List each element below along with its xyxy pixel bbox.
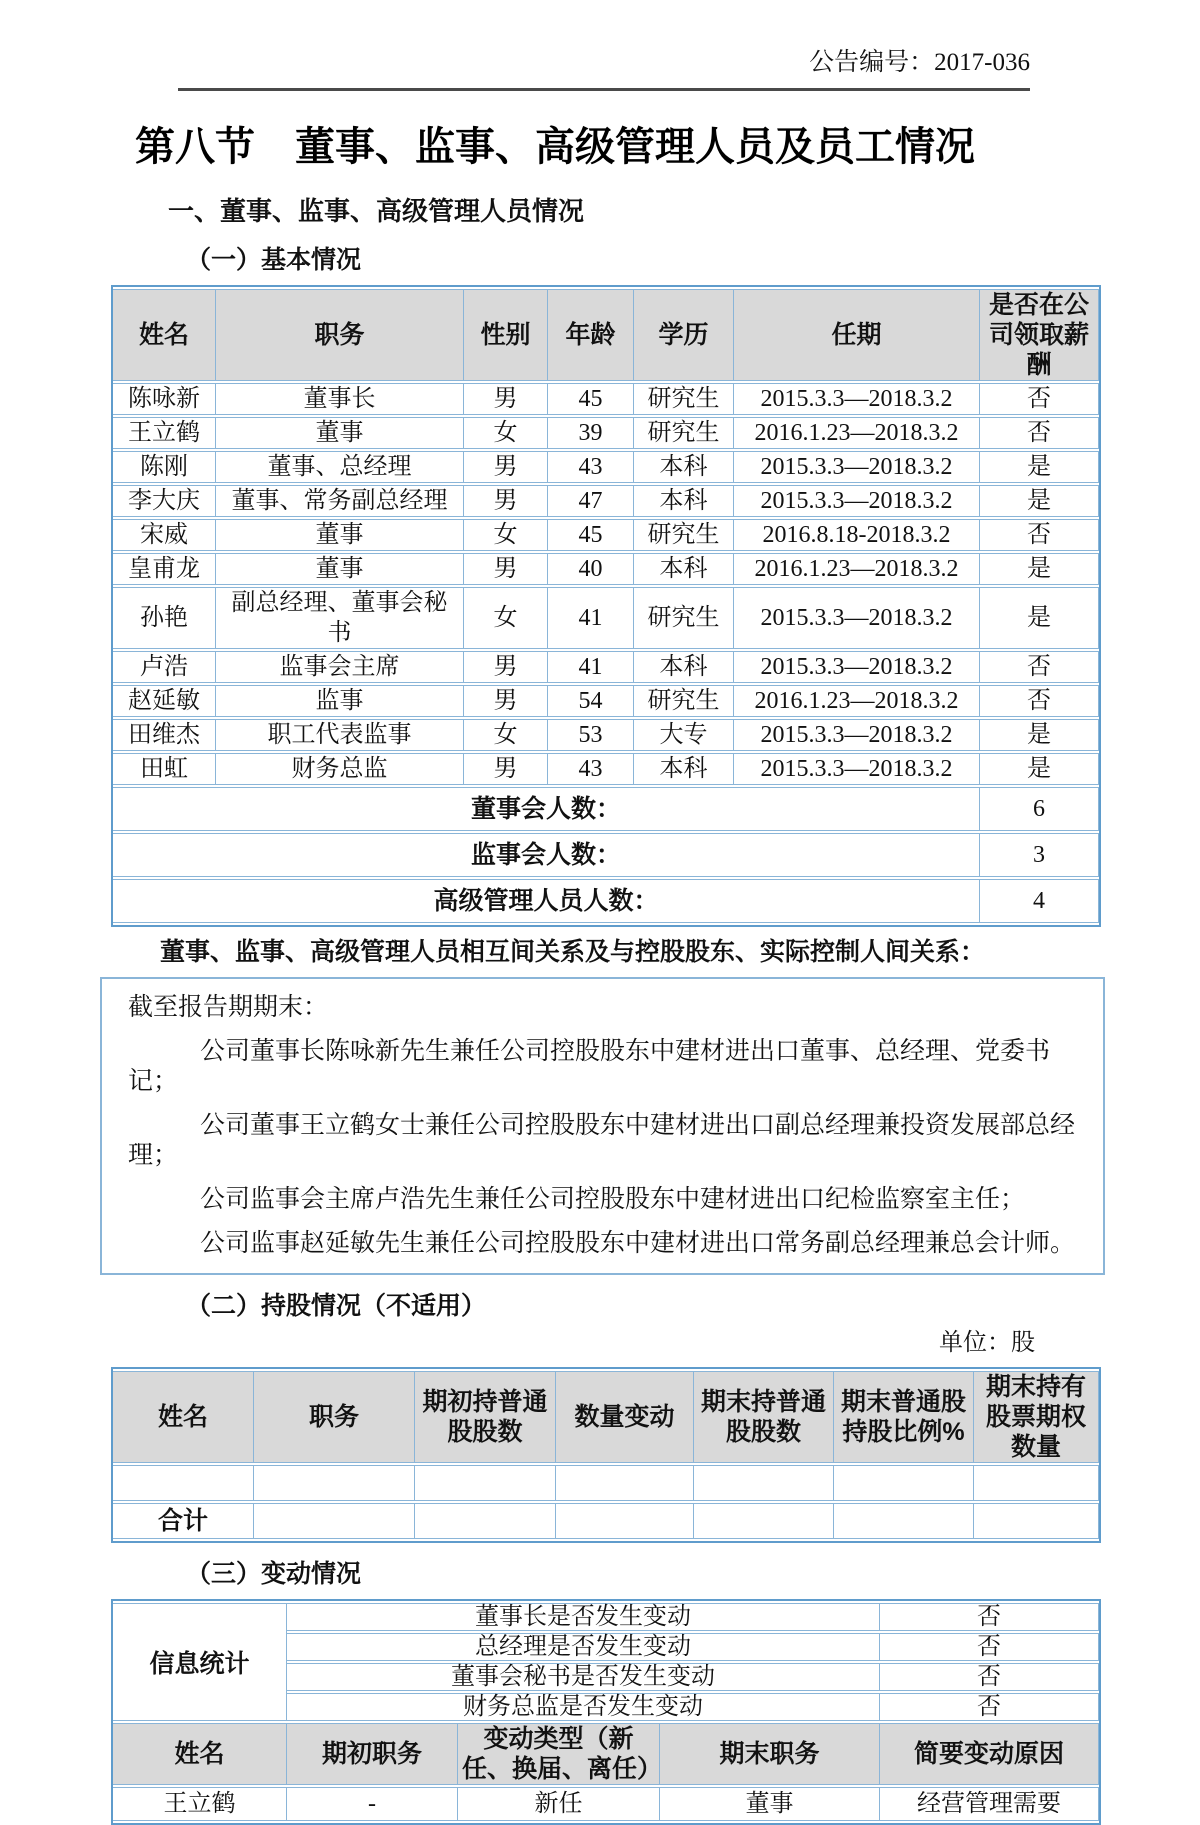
cell-age: 43 <box>548 451 634 483</box>
cell-name: 皇甫龙 <box>113 553 216 585</box>
total-label: 合计 <box>113 1503 254 1539</box>
empty-cell <box>254 1503 415 1539</box>
stat-question: 总经理是否发生变动 <box>287 1633 880 1661</box>
col-header-options: 期末持有股票期权数量 <box>974 1371 1099 1463</box>
empty-cell <box>556 1503 694 1539</box>
cell-age: 40 <box>548 553 634 585</box>
cell-paid: 是 <box>980 719 1099 751</box>
col-header-change-type: 变动类型（新任、换届、离任） <box>458 1723 660 1785</box>
empty-cell <box>415 1465 556 1501</box>
page-title: 第八节 董事、监事、高级管理人员及员工情况 <box>135 125 975 169</box>
cell-term: 2016.1.23—2018.3.2 <box>734 417 980 449</box>
relationship-box <box>100 977 1105 1275</box>
empty-cell <box>694 1465 834 1501</box>
col-header-education: 学历 <box>634 289 734 381</box>
stat-answer: 否 <box>880 1603 1099 1631</box>
cell-age: 45 <box>548 383 634 415</box>
relationship-paragraph: 截至报告期期末： <box>128 994 329 1021</box>
stat-question: 董事会秘书是否发生变动 <box>287 1663 880 1691</box>
empty-cell <box>834 1465 974 1501</box>
stat-question: 董事长是否发生变动 <box>287 1603 880 1631</box>
table-row <box>113 519 1099 551</box>
cell-position: 董事 <box>216 553 464 585</box>
table-row <box>113 651 1099 683</box>
cell-position: 董事、常务副总经理 <box>216 485 464 517</box>
basic-header-row <box>113 289 1099 381</box>
subsection-heading-basic: （一）基本情况 <box>186 246 362 274</box>
cell-term: 2015.3.3—2018.3.2 <box>734 651 980 683</box>
holding-table <box>111 1367 1101 1543</box>
table-row <box>113 451 1099 483</box>
cell-term: 2016.1.23—2018.3.2 <box>734 553 980 585</box>
table-row <box>113 719 1099 751</box>
stat-question: 财务总监是否发生变动 <box>287 1693 880 1721</box>
cell-gender: 男 <box>464 753 548 785</box>
col-header-paid: 是否在公司领取薪酬 <box>980 289 1099 381</box>
subsection-heading-holding: （二）持股情况（不适用） <box>186 1292 487 1320</box>
cell-change-type: 新任 <box>458 1787 660 1821</box>
cell-term: 2015.3.3—2018.3.2 <box>734 383 980 415</box>
cell-age: 41 <box>548 587 634 649</box>
table-row <box>113 553 1099 585</box>
col-header-name: 姓名 <box>113 289 216 381</box>
cell-gender: 男 <box>464 485 548 517</box>
col-header-term: 任期 <box>734 289 980 381</box>
cell-name: 王立鹤 <box>113 1787 287 1821</box>
cell-term: 2015.3.3—2018.3.2 <box>734 587 980 649</box>
cell-position: 副总经理、董事会秘书 <box>216 587 464 649</box>
col-header-closing-shares: 期末持普通股股数 <box>694 1371 834 1463</box>
cell-age: 39 <box>548 417 634 449</box>
summary-value: 6 <box>980 787 1099 831</box>
cell-name: 田虹 <box>113 753 216 785</box>
cell-paid: 否 <box>980 685 1099 717</box>
cell-education: 研究生 <box>634 685 734 717</box>
cell-reason: 经营管理需要 <box>880 1787 1099 1821</box>
cell-gender: 男 <box>464 651 548 683</box>
col-header-closing-position: 期末职务 <box>660 1723 880 1785</box>
unit-label: 单位：股 <box>939 1330 1035 1356</box>
cell-position: 董事、总经理 <box>216 451 464 483</box>
cell-paid: 否 <box>980 383 1099 415</box>
stat-answer: 否 <box>880 1633 1099 1661</box>
stat-answer: 否 <box>880 1693 1099 1721</box>
cell-position: 董事长 <box>216 383 464 415</box>
relationship-paragraph: 公司董事长陈咏新先生兼任公司控股股东中建材进出口董事、总经理、党委书记； <box>128 1038 1051 1095</box>
cell-gender: 女 <box>464 719 548 751</box>
cell-education: 本科 <box>634 553 734 585</box>
cell-name: 陈咏新 <box>113 383 216 415</box>
table-row <box>113 383 1099 415</box>
col-header-position: 职务 <box>254 1371 415 1463</box>
cell-position: 职工代表监事 <box>216 719 464 751</box>
cell-education: 研究生 <box>634 417 734 449</box>
cell-education: 本科 <box>634 451 734 483</box>
cell-gender: 男 <box>464 451 548 483</box>
summary-label: 高级管理人员人数： <box>113 879 980 923</box>
empty-cell <box>974 1465 1099 1501</box>
stat-answer: 否 <box>880 1663 1099 1691</box>
summary-row-board-count <box>113 787 1099 831</box>
empty-cell <box>254 1465 415 1501</box>
cell-closing-position: 董事 <box>660 1787 880 1821</box>
cell-name: 王立鹤 <box>113 417 216 449</box>
cell-paid: 是 <box>980 753 1099 785</box>
cell-gender: 女 <box>464 417 548 449</box>
summary-row-supervisor-count <box>113 833 1099 877</box>
empty-cell <box>694 1503 834 1539</box>
relationship-paragraph: 公司监事会主席卢浩先生兼任公司控股股东中建材进出口纪检监察室主任； <box>200 1186 1026 1213</box>
cell-education: 大专 <box>634 719 734 751</box>
summary-row-senior-mgmt-count <box>113 879 1099 923</box>
cell-position: 财务总监 <box>216 753 464 785</box>
cell-education: 本科 <box>634 651 734 683</box>
stat-group-label: 信息统计 <box>113 1603 287 1721</box>
cell-position: 董事 <box>216 519 464 551</box>
header-rule <box>178 88 1030 91</box>
empty-cell <box>113 1465 254 1501</box>
cell-age: 54 <box>548 685 634 717</box>
relationship-heading: 董事、监事、高级管理人员相互间关系及与控股股东、实际控制人间关系： <box>160 938 986 966</box>
summary-value: 3 <box>980 833 1099 877</box>
cell-gender: 男 <box>464 685 548 717</box>
cell-name: 陈刚 <box>113 451 216 483</box>
announcement-number: 公告编号：2017-036 <box>809 49 1030 76</box>
cell-paid: 是 <box>980 485 1099 517</box>
summary-label: 董事会人数： <box>113 787 980 831</box>
cell-name: 宋威 <box>113 519 216 551</box>
cell-age: 47 <box>548 485 634 517</box>
subsection-heading-change: （三）变动情况 <box>186 1560 362 1588</box>
col-header-opening-shares: 期初持普通股股数 <box>415 1371 556 1463</box>
cell-term: 2016.8.18-2018.3.2 <box>734 519 980 551</box>
cell-name: 田维杰 <box>113 719 216 751</box>
table-row <box>113 587 1099 649</box>
cell-position: 董事 <box>216 417 464 449</box>
change-data-row <box>113 1787 1099 1821</box>
empty-cell <box>415 1503 556 1539</box>
cell-age: 41 <box>548 651 634 683</box>
cell-term: 2015.3.3—2018.3.2 <box>734 485 980 517</box>
cell-paid: 是 <box>980 587 1099 649</box>
cell-education: 本科 <box>634 485 734 517</box>
empty-cell <box>556 1465 694 1501</box>
table-row <box>113 753 1099 785</box>
cell-gender: 女 <box>464 519 548 551</box>
relationship-paragraph: 公司董事王立鹤女士兼任公司控股股东中建材进出口副总经理兼投资发展部总经理； <box>128 1112 1076 1169</box>
cell-position: 监事 <box>216 685 464 717</box>
col-header-closing-ratio: 期末普通股持股比例% <box>834 1371 974 1463</box>
cell-position: 监事会主席 <box>216 651 464 683</box>
empty-row <box>113 1465 1099 1501</box>
col-header-position: 职务 <box>216 289 464 381</box>
cell-education: 研究生 <box>634 587 734 649</box>
summary-label: 监事会人数： <box>113 833 980 877</box>
cell-paid: 否 <box>980 417 1099 449</box>
stat-row <box>113 1603 1099 1631</box>
cell-gender: 女 <box>464 587 548 649</box>
cell-paid: 否 <box>980 519 1099 551</box>
cell-opening-position: - <box>287 1787 458 1821</box>
cell-name: 孙艳 <box>113 587 216 649</box>
cell-paid: 是 <box>980 553 1099 585</box>
summary-value: 4 <box>980 879 1099 923</box>
cell-education: 研究生 <box>634 383 734 415</box>
empty-cell <box>834 1503 974 1539</box>
change-table <box>111 1599 1101 1825</box>
cell-age: 53 <box>548 719 634 751</box>
cell-term: 2016.1.23—2018.3.2 <box>734 685 980 717</box>
col-header-change: 数量变动 <box>556 1371 694 1463</box>
col-header-gender: 性别 <box>464 289 548 381</box>
cell-gender: 男 <box>464 383 548 415</box>
cell-gender: 男 <box>464 553 548 585</box>
cell-age: 45 <box>548 519 634 551</box>
cell-name: 卢浩 <box>113 651 216 683</box>
cell-education: 研究生 <box>634 519 734 551</box>
col-header-reason: 简要变动原因 <box>880 1723 1099 1785</box>
table-row <box>113 417 1099 449</box>
cell-term: 2015.3.3—2018.3.2 <box>734 719 980 751</box>
cell-name: 赵延敏 <box>113 685 216 717</box>
col-header-opening-position: 期初职务 <box>287 1723 458 1785</box>
cell-paid: 是 <box>980 451 1099 483</box>
change-header-row <box>113 1723 1099 1785</box>
basic-info-table <box>111 285 1101 927</box>
col-header-name: 姓名 <box>113 1723 287 1785</box>
col-header-name: 姓名 <box>113 1371 254 1463</box>
cell-term: 2015.3.3—2018.3.2 <box>734 451 980 483</box>
total-row <box>113 1503 1099 1539</box>
cell-term: 2015.3.3—2018.3.2 <box>734 753 980 785</box>
holding-header-row <box>113 1371 1099 1463</box>
empty-cell <box>974 1503 1099 1539</box>
table-row <box>113 485 1099 517</box>
cell-age: 43 <box>548 753 634 785</box>
cell-education: 本科 <box>634 753 734 785</box>
cell-name: 李大庆 <box>113 485 216 517</box>
col-header-age: 年龄 <box>548 289 634 381</box>
relationship-paragraph: 公司监事赵延敏先生兼任公司控股股东中建材进出口常务副总经理兼总会计师。 <box>200 1230 1076 1257</box>
cell-paid: 否 <box>980 651 1099 683</box>
table-row <box>113 685 1099 717</box>
section-heading-1: 一、董事、监事、高级管理人员情况 <box>168 196 585 226</box>
